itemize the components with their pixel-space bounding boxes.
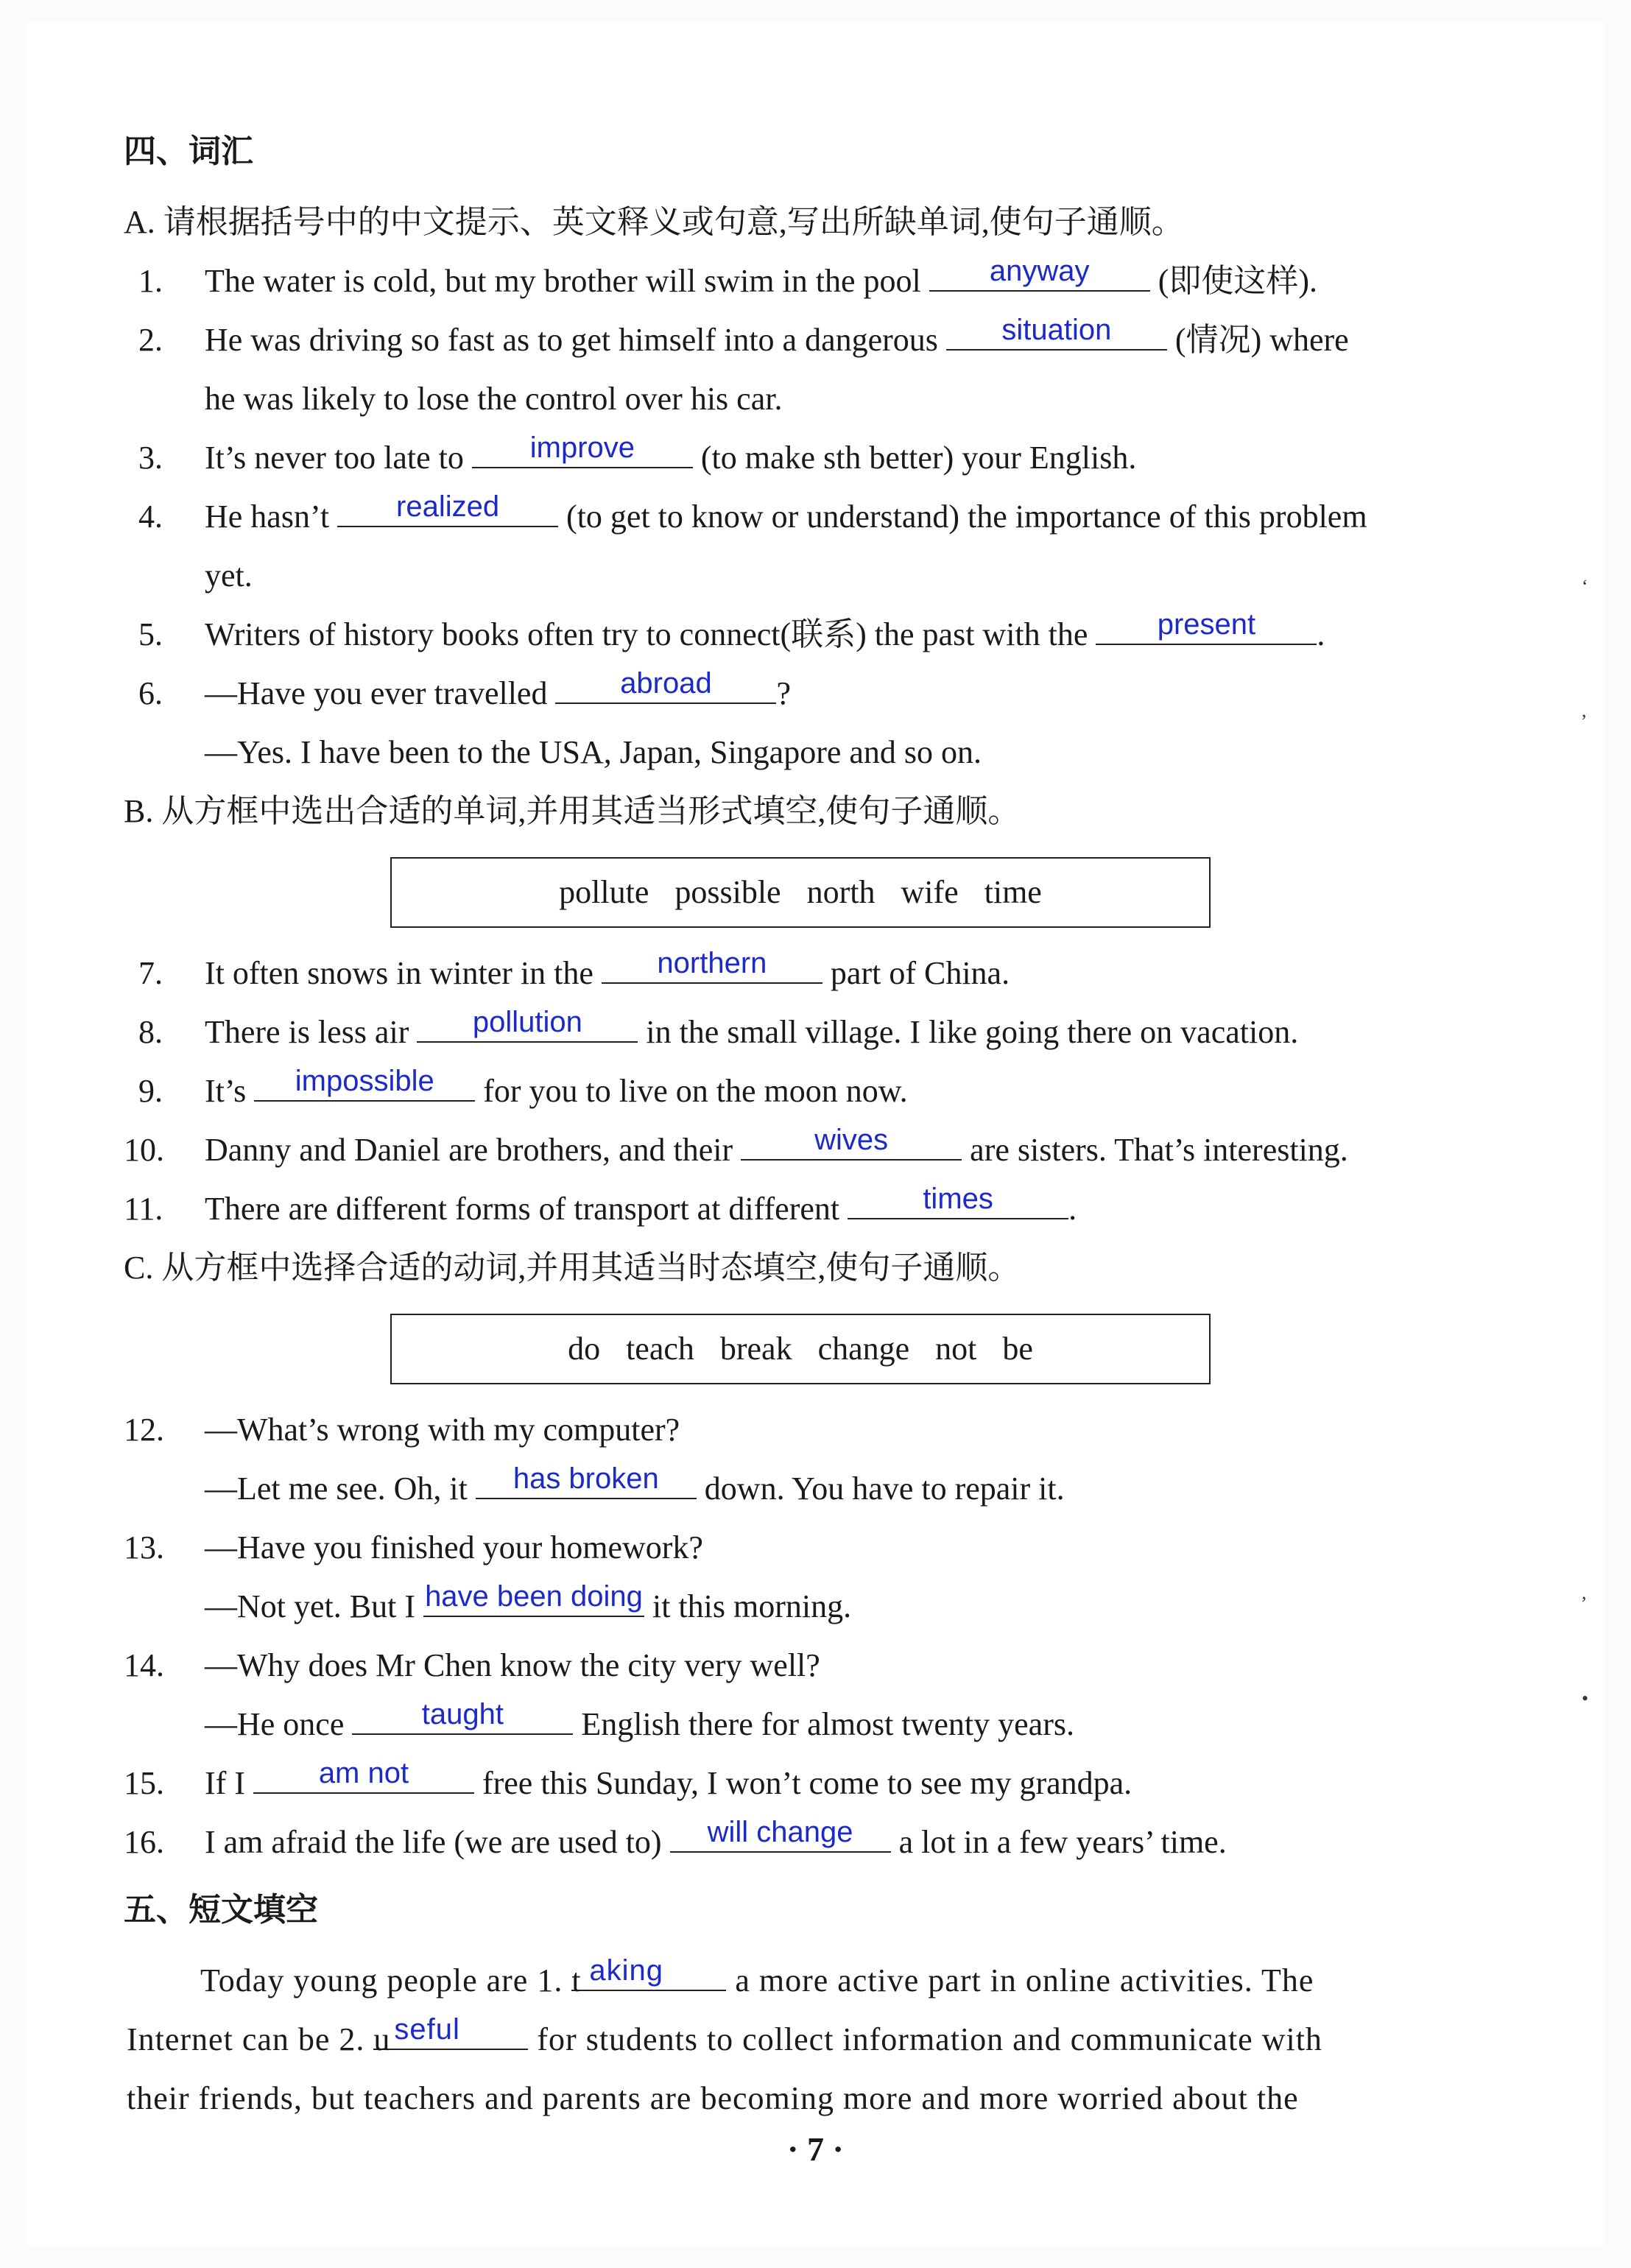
answer-blank[interactable] (670, 1816, 891, 1853)
answer-text: abroad (620, 667, 712, 700)
answer-text: aking (589, 1954, 663, 1987)
answer-text: taught (421, 1698, 504, 1730)
answer-blank[interactable] (417, 1006, 638, 1043)
passage-blank-1[interactable]: t aking (571, 1960, 726, 1991)
item-4: 4. He hasn’t realized (to get to know or understand) the importance of this problem (138, 490, 1367, 535)
item-15: 15. If I am not free this Sunday, I won’t come to see my grandpa. (124, 1757, 1132, 1801)
section-5-title: 五、短文填空 (124, 1891, 318, 1929)
item-3: 3. It’s never too late to improve (to make sth better) your English. (138, 432, 1137, 476)
answer-text: pollution (472, 1006, 582, 1038)
answer-text: has broken (512, 1462, 659, 1495)
answer-blank[interactable] (741, 1124, 962, 1161)
margin-mark: ‘ (1582, 576, 1588, 597)
passage-line-1: Today young people are 1. t aking a more active part in online activities. The (200, 1954, 1314, 1998)
word-box-c: do teach break change not be (390, 1314, 1211, 1384)
item-1: 1. The water is cold, but my brother will swim in the pool anyway (即使这样). (138, 255, 1318, 299)
word-box-b: pollute possible north wife time (390, 857, 1211, 928)
item-6: 6. —Have you ever travelled abroad ? (138, 667, 791, 711)
answer-text: will change (707, 1816, 853, 1848)
answer-blank[interactable] (1096, 608, 1317, 645)
answer-blank[interactable] (602, 947, 822, 984)
answer-text: northern (657, 947, 767, 979)
answer-blank[interactable] (946, 314, 1167, 351)
margin-mark: , (1582, 1582, 1587, 1603)
item-10: 10. Danny and Daniel are brothers, and their wives are sisters. That’s interesting. (124, 1124, 1348, 1168)
answer-blank[interactable] (254, 1065, 475, 1102)
item-6-reply: —Yes. I have been to the USA, Japan, Singapore and so on. (205, 734, 982, 770)
item-13-question: 13. —Have you finished your homework? (124, 1529, 703, 1566)
answer-text: seful (394, 2013, 460, 2046)
passage-blank-2[interactable]: u seful (373, 2019, 528, 2050)
item-5: 5. Writers of history books often try to connect(联系) the past with the present . (138, 608, 1325, 652)
answer-text: have been doing (425, 1580, 643, 1613)
passage-line-2: Internet can be 2. u seful for students to collect information and communicate with (127, 2013, 1322, 2057)
answer-blank[interactable] (337, 490, 558, 527)
item-2-continuation: he was likely to lose the control over his car. (205, 381, 783, 417)
item-14-question: 14. —Why does Mr Chen know the city very well? (124, 1647, 820, 1683)
answer-blank[interactable] (476, 1462, 697, 1499)
item-12-answer-line: —Let me see. Oh, it has broken down. You have to repair it. (205, 1462, 1065, 1507)
answer-text: wives (814, 1124, 889, 1156)
page-content (27, 22, 1604, 2246)
answer-text: situation (1001, 314, 1112, 346)
item-11: 11. There are different forms of transport at different times . (124, 1183, 1077, 1227)
item-8: 8. There is less air pollution in the small village. I like going there on vacation. (138, 1006, 1299, 1050)
margin-mark: • (1582, 1688, 1589, 1709)
answer-text: times (923, 1183, 993, 1215)
answer-blank[interactable] (253, 1757, 474, 1794)
item-16: 16. I am afraid the life (we are used to) will change a lot in a few years’ time. (124, 1816, 1227, 1860)
answer-blank[interactable] (929, 255, 1150, 292)
answer-blank[interactable] (555, 667, 776, 704)
answer-blank[interactable] (472, 432, 693, 468)
answer-blank[interactable] (423, 1580, 644, 1617)
part-a-instruction: A. 请根据括号中的中文提示、英文释义或句意,写出所缺单词,使句子通顺。 (124, 204, 1184, 240)
page-number: · 7 · (787, 2130, 844, 2168)
part-b-instruction: B. 从方框中选出合适的单词,并用其适当形式填空,使句子通顺。 (124, 793, 1021, 829)
section-4-title: 四、词汇 (124, 133, 253, 170)
item-12-question: 12. —What’s wrong with my computer? (124, 1412, 680, 1448)
item-13-answer-line: —Not yet. But I have been doing it this morning. (205, 1580, 852, 1624)
margin-mark: , (1582, 700, 1587, 721)
answer-text: anyway (989, 255, 1090, 287)
answer-text: improve (529, 432, 635, 464)
part-c-instruction: C. 从方框中选择合适的动词,并用其适当时态填空,使句子通顺。 (124, 1250, 1021, 1286)
item-14-answer-line: —He once taught English there for almost twenty years. (205, 1698, 1074, 1742)
answer-text: am not (318, 1757, 409, 1789)
answer-blank[interactable] (848, 1183, 1068, 1219)
answer-text: impossible (295, 1065, 434, 1097)
item-2: 2. He was driving so fast as to get himself into a dangerous situation (情况) where (138, 314, 1349, 358)
item-9: 9. It’s impossible for you to live on the moon now. (138, 1065, 908, 1109)
item-7: 7. It often snows in winter in the northern part of China. (138, 947, 1010, 991)
passage-line-3: their friends, but teachers and parents are becoming more and more worried about the (127, 2080, 1299, 2116)
answer-text: realized (396, 490, 500, 523)
answer-blank[interactable] (352, 1698, 573, 1735)
item-4-continuation: yet. (205, 557, 253, 594)
answer-text: present (1157, 608, 1256, 641)
